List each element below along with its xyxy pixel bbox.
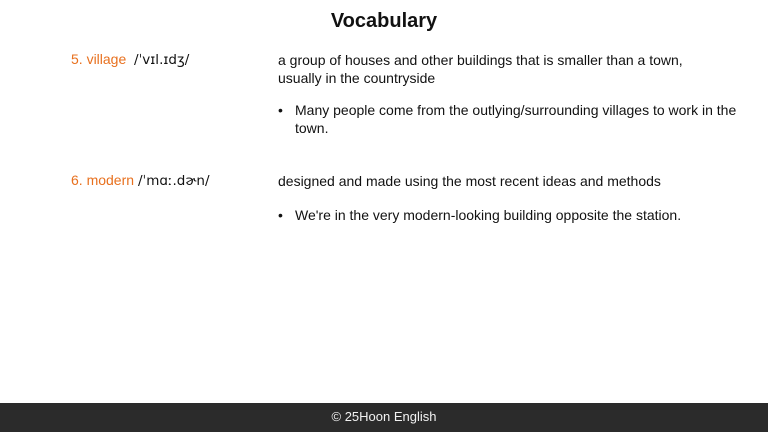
bullet-icon: • (278, 102, 283, 118)
example-text: Many people come from the outlying/surrounding villages to work in the town. (295, 102, 737, 136)
definition: designed and made using the most recent ideas and methods (278, 173, 661, 189)
bullet-icon: • (278, 207, 283, 223)
definition: a group of houses and other buildings that is smaller than a town, usually in the countryside (278, 52, 683, 86)
term-word: 6. modern (71, 172, 135, 188)
example-sentence (278, 206, 738, 224)
term-pronunciation: /ˈmɑː.dɚn/ (137, 173, 210, 189)
page-title: Vocabulary (330, 10, 438, 32)
example-sentence (278, 101, 738, 137)
term-pronunciation: /ˈvɪl.ɪdʒ/ (134, 52, 190, 68)
example-text: We're in the very modern-looking building opposite the station. (295, 207, 682, 223)
term (71, 172, 210, 189)
term-word: 5. village (71, 51, 127, 67)
footer-copyright: © 25Hoon English (0, 403, 768, 432)
term (71, 51, 189, 68)
